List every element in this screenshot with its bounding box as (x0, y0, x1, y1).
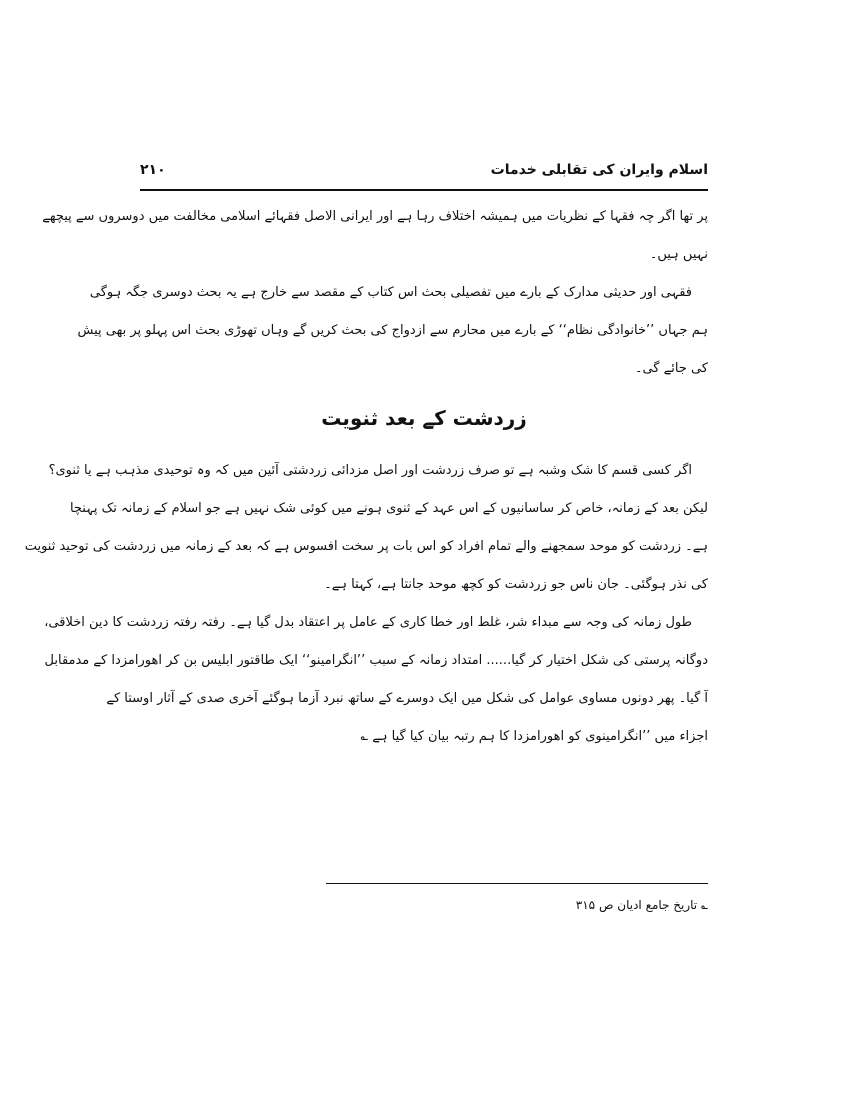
text-line: دوگانہ پرستی کی شکل اختیار کر گیا...... امتداد زمانہ کے سبب ’’انگرامینو‘‘ ایک طاقتور ابلیس بن کر اھورامزدا کے مدمقابل (44, 653, 708, 668)
text-line: ہے۔ زردشت کو موحد سمجھنے والے تمام افراد کو اس بات پر سخت افسوس ہے کہ بعد کے زمانہ میں زردشت کی توحید ثنویت (24, 539, 708, 554)
text-line: اگر کسی قسم کا شک وشبہ ہے تو صرف زردشت اور اصل مزدائی زردشتی آئین میں کہ وہ توحیدی مذہب ہے یا ثنوی؟ (48, 463, 692, 478)
text-line: نہیں ہیں۔ (649, 247, 708, 262)
paragraph (42, 198, 708, 274)
section-heading: زردشت کے بعد ثنویت (321, 406, 527, 430)
page-number: ۲۱۰ (140, 162, 166, 178)
text-line: آ گیا۔ پھر دونوں مساوی عوامل کی شکل میں ایک دوسرے کے ساتھ نبرد آزما ہوگئے آخری صدی کے آثار اوستا کے (106, 691, 708, 706)
running-title: اسلام وایران کی تقابلی خدمات (490, 162, 708, 178)
paragraph (77, 274, 708, 388)
text-line: اجزاء میں ’’انگرامینوی کو اھورامزدا کا ہم رتبہ بیان کیا گیا ہے ؎ (360, 729, 708, 744)
footnote: ؎ تاریخ جامع ادیان ص ۳۱۵ (575, 898, 708, 912)
paragraph (24, 452, 708, 604)
text-line: پر تھا اگر چہ فقہا کے نظریات میں ہمیشہ اختلاف رہا ہے اور ایرانی الاصل فقہائے اسلامی مخالفت میں دوسروں سے پیچھے (42, 209, 708, 224)
page-header (140, 160, 708, 186)
text-line: کی جائے گی۔ (634, 361, 708, 376)
footnote-rule (326, 883, 708, 884)
quote-paragraph (44, 604, 708, 756)
text-line: طول زمانہ کی وجہ سے مبداء شر، غلط اور خطا کاری کے عامل پر اعتقاد بدل گیا ہے۔ رفتہ رفتہ زردشت کا دین اخلاقی، (44, 615, 692, 630)
text-line: لیکن بعد کے زمانہ، خاص کر ساسانیوں کے اس عہد کے ثنوی ہونے میں کوئی شک نہیں ہے جو اسلام کے زمانہ تک پہنچا (69, 501, 708, 516)
text-line: فقہی اور حدیثی مدارک کے بارے میں تفصیلی بحث اس کتاب کے مقصد سے خارج ہے یہ بحث دوسری جگہ ہوگی (89, 285, 692, 300)
text-line: کی نذر ہوگئی۔ جان ناس جو زردشت کو کچھ موحد جانتا ہے، کہتا ہے۔ (324, 577, 708, 592)
text-line: ہم جہاں ’’خانوادگی نظام‘‘ کے بارے میں محارم سے ازدواج کی بحث کریں گے وہاں تھوڑی بحث اس پہلو پر بھی پیش (77, 323, 708, 338)
page-body (24, 198, 708, 756)
header-rule (140, 189, 708, 191)
